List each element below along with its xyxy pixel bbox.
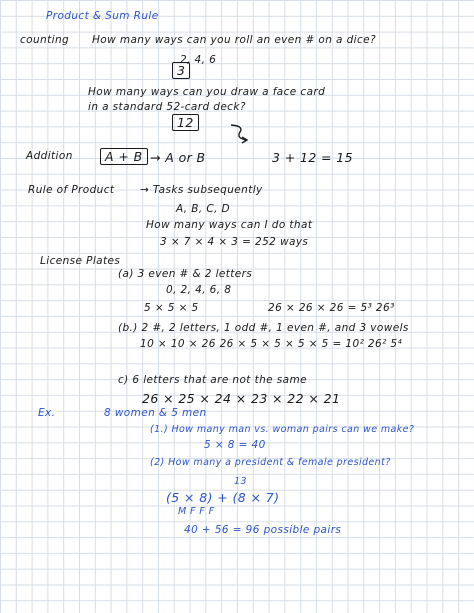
plate-a-digits: 0, 2, 4, 6, 8 (166, 284, 232, 296)
counting-question-1: How many ways can you roll an even # on a dice? (92, 34, 376, 46)
example-question-1-calc: 5 × 8 = 40 (204, 439, 266, 451)
product-description: → Tasks subsequently (140, 184, 263, 196)
example-label: Ex. (38, 407, 56, 419)
plate-a-calc-digits: 5 × 5 × 5 (144, 302, 199, 314)
product-example: 3 × 7 × 4 × 3 = 252 ways (160, 236, 309, 248)
curved-arrow-icon (228, 122, 254, 144)
example-question-2-note: 13 (234, 476, 247, 487)
example-question-2-labels: M F F F (178, 506, 215, 517)
example-intro: 8 women & 5 men (104, 407, 207, 419)
counting-question-2-line-2: in a standard 52-card deck? (88, 101, 246, 113)
page-title: Product & Sum Rule (46, 10, 159, 22)
license-plates-label: License Plates (40, 255, 121, 267)
example-question-2-result: 40 + 56 = 96 possible pairs (184, 524, 342, 536)
counting-question-1-answer: 3 (172, 62, 190, 79)
plate-b-calc: 10 × 10 × 26 26 × 5 × 5 × 5 × 5 = 10² 26² 5⁴ (140, 338, 403, 350)
example-question-2-calc: (5 × 8) + (8 × 7) (166, 490, 280, 505)
plate-a-calc-letters: 26 × 26 × 26 = 5³ 26³ (268, 302, 395, 314)
addition-label: Addition (26, 150, 73, 162)
product-question: How many ways can I do that (146, 219, 313, 231)
product-tasks: A, B, C, D (176, 203, 231, 215)
example-question-1: (1.) How many man vs. woman pairs can we make? (150, 424, 415, 435)
addition-box: A + B (100, 148, 148, 165)
example-question-2: (2) How many a president & female president? (150, 457, 391, 468)
addition-example: 3 + 12 = 15 (272, 150, 354, 165)
counting-question-2-line-1: How many ways can you draw a face card (88, 86, 326, 98)
counting-label: counting (20, 34, 70, 46)
counting-question-1-values: 2, 4, 6 (180, 54, 217, 66)
plate-b-statement: (b.) 2 #, 2 letters, 1 odd #, 1 even #, and 3 vowels (118, 322, 409, 334)
addition-result: → A or B (150, 150, 206, 165)
counting-question-2-answer: 12 (172, 114, 199, 131)
plate-c-calc: 26 × 25 × 24 × 23 × 22 × 21 (142, 391, 341, 406)
plate-a-statement: (a) 3 even # & 2 letters (118, 268, 253, 280)
product-label: Rule of Product (28, 184, 115, 196)
plate-c-statement: c) 6 letters that are not the same (118, 374, 307, 386)
